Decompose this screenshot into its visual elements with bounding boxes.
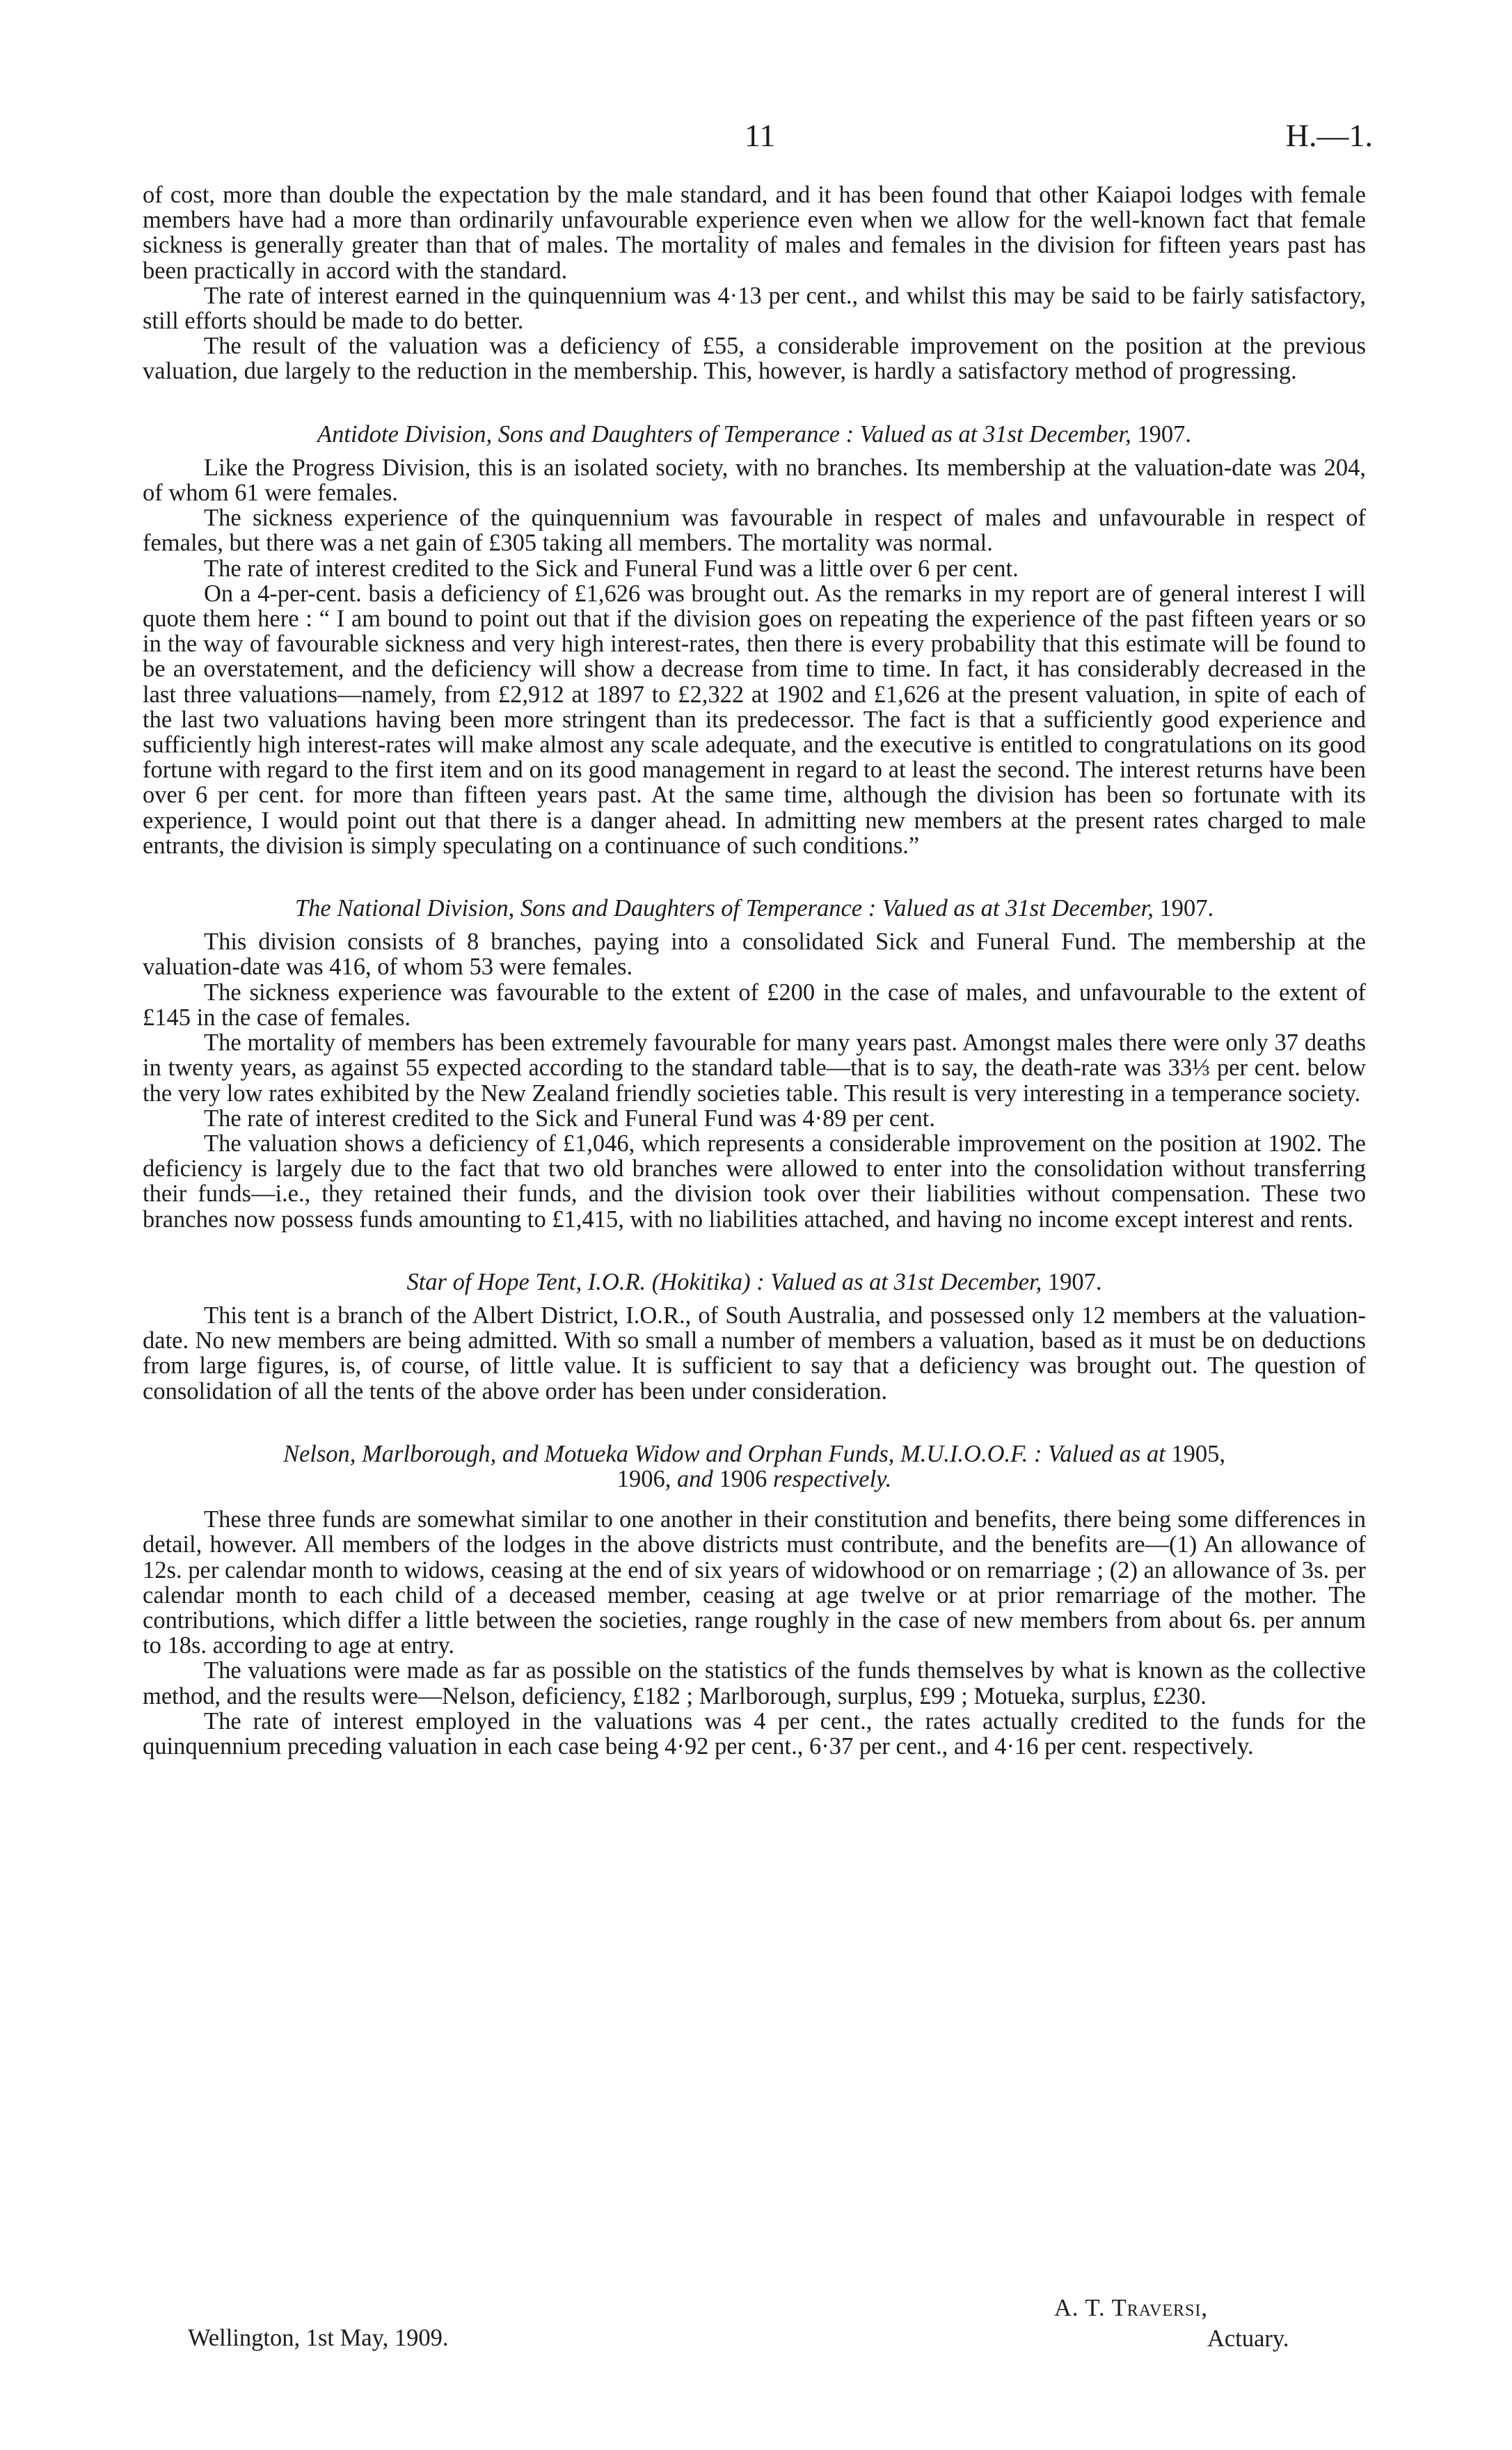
antidote-paragraph-3: The rate of interest credited to the Sick and Funeral Fund was a little over 6 per cent.	[204, 555, 1019, 582]
nelson-paragraph-2: The valuations were made as far as possible on the statistics of the funds themselves by what is known as the collective method, and the results were—Nelson, deficiency, £182 ; Marlborough, surplus, £99 ; Motueka, surplus, £230.	[143, 1657, 1366, 1709]
nelson-title-year-a: 1906,	[616, 1465, 671, 1492]
intro-paragraph-1: of cost, more than double the expectation by the male standard, and it has been found that other Kaiapoi lodges with female members have had a more than ordinarily unfavourable experience even when we allow for the well-known fact that female sickness is generally greater than that of males. The mortality of males and females in the division for fifteen years past has been practically in accord with the standard.	[143, 182, 1366, 284]
page-header	[0, 117, 1512, 159]
document-body	[143, 182, 1366, 1759]
nelson-paragraph-3: The rate of interest employed in the valuations was 4 per cent., the rates actually credited to the funds for the quinquennium preceding valuation in each case being 4·92 per cent., 6·37 per cent., and 4·16 per cent. respectively.	[143, 1707, 1366, 1760]
national-paragraph-4: The rate of interest credited to the Sick and Funeral Fund was 4·89 per cent.	[204, 1105, 935, 1132]
nelson-section-title	[143, 1441, 1366, 1492]
nelson-title-line1: Nelson, Marlborough, and Motueka Widow and Orphan Funds, M.U.I.O.O.F. : Valued as at	[282, 1440, 1165, 1467]
place-and-date: Wellington, 1st May, 1909.	[188, 2325, 449, 2351]
national-paragraph-5: The valuation shows a deficiency of £1,046, which represents a considerable improvement on the position at 1902. The deficiency is largely due to the fact that two old branches were allowed to enter into the consolidation without transferring their funds—i.e., they retained their funds, and the division took over their liabilities without compensation. These two branches now possess funds amounting to £1,415, with no liabilities attached, and having no income except interest and rents.	[143, 1130, 1366, 1233]
document-reference: H.—1.	[1285, 118, 1373, 153]
national-title-text: The National Division, Sons and Daughters of Temperance : Valued as at 31st December,	[294, 895, 1154, 922]
national-paragraph-2: The sickness experience was favourable to the extent of £200 in the case of males, and unfavourable to the extent of £145 in the case of females.	[143, 979, 1366, 1031]
national-paragraph-3: The mortality of members has been extremely favourable for many years past. Amongst males there were only 37 deaths in twenty years, as against 55 expected according to the standard table—that is to say, the death-rate was 33⅓ per cent. below the very low rates exhibited by the New Zealand friendly societies table. This result is very interesting in a temperance society.	[143, 1029, 1366, 1107]
page-number: 11	[745, 118, 776, 153]
star-of-hope-title-text: Star of Hope Tent, I.O.R. (Hokitika) : Valued as at 31st December,	[406, 1268, 1042, 1295]
nelson-title-year-b: 1906	[719, 1465, 767, 1492]
nelson-title-line1-year: 1905,	[1171, 1440, 1226, 1467]
nelson-paragraph-1: These three funds are somewhat similar to one another in their constitution and benefits, there being some differences in detail, however. All members of the lodges in the above districts must contribute, and the benefits are—(1) An allowance of 12s. per calendar month to widows, ceasing at the end of six years of widowhood or on remarriage ; (2) an allowance of 3s. per calendar month to each child of a deceased member, ceasing at age twelve or at prior remarriage of the mother. The contributions, which differ a little between the societies, range roughly in the case of new members from about 6s. per annum to 18s. according to age at entry.	[143, 1506, 1366, 1659]
star-of-hope-section-title	[143, 1270, 1366, 1295]
antidote-paragraph-2: The sickness experience of the quinquennium was favourable in respect of males and unfavourable in respect of females, but there was a net gain of £305 taking all members. The mortality was normal.	[143, 505, 1366, 557]
antidote-section-title	[143, 422, 1366, 447]
national-title-year: 1907.	[1159, 895, 1214, 922]
intro-paragraph-2: The rate of interest earned in the quinquennium was 4·13 per cent., and whilst this may be said to be fairly satisfactory, still efforts should be made to do better.	[143, 282, 1366, 335]
signatory-role: Actuary.	[1207, 2325, 1289, 2352]
signatory-name: A. T. Traversi,	[1054, 2295, 1208, 2321]
national-section-title	[143, 896, 1366, 921]
nelson-title-and: and	[677, 1465, 713, 1492]
nelson-title-respectively: respectively.	[773, 1465, 892, 1492]
antidote-paragraph-4: On a 4-per-cent. basis a deficiency of £1,626 was brought out. As the remarks in my report are of general interest I will quote them here : “ I am bound to point out that if the division goes on repeating the experience of the past fifteen years or so in the way of favourable sickness and very high interest-rates, then there is every probability that this estimate will be found to be an overstatement, and the deficiency will show a decrease from time to time. In fact, it has considerably decreased in the last three valuations—namely, from £2,912 at 1897 to £2,322 at 1902 and £1,626 at the present valuation, in spite of each of the last two valuations having been more stringent than its predecessor. The fact is that a sufficiently good experience and sufficiently high interest-rates will make almost any scale adequate, and the executive is entitled to congratulations on its good fortune with regard to the first item and on its good management in regard to at least the second. The interest returns have been over 6 per cent. for more than fifteen years past. At the same time, although the division has been so fortunate with its experience, I would point out that there is a danger ahead. In admitting new members at the present rates charged to male entrants, the division is simply speculating on a continuance of such conditions.”	[143, 580, 1366, 859]
star-of-hope-title-year: 1907.	[1047, 1268, 1102, 1295]
antidote-title-year: 1907.	[1137, 420, 1191, 448]
antidote-paragraph-1: Like the Progress Division, this is an isolated society, with no branches. Its membership at the valuation-date was 204, of whom 61 were females.	[143, 454, 1366, 507]
national-paragraph-1: This division consists of 8 branches, paying into a consolidated Sick and Funeral Fund. The membership at the valuation-date was 416, of whom 53 were females.	[143, 928, 1366, 981]
star-of-hope-paragraph-1: This tent is a branch of the Albert District, I.O.R., of South Australia, and possessed only 12 members at the valuation-date. No new members are being admitted. With so small a number of members a valuation, based as it must be on deductions from large figures, is, of course, of little value. It is sufficient to say that a deficiency was brought out. The question of consolidation of all the tents of the above order has been under consideration.	[143, 1302, 1366, 1405]
intro-paragraph-3: The result of the valuation was a deficiency of £55, a considerable improvement on the position at the previous valuation, due largely to the reduction in the membership. This, however, is hardly a satisfactory method of progressing.	[143, 333, 1366, 385]
antidote-title-text: Antidote Division, Sons and Daughters of Temperance : Valued as at 31st December,	[317, 420, 1131, 448]
